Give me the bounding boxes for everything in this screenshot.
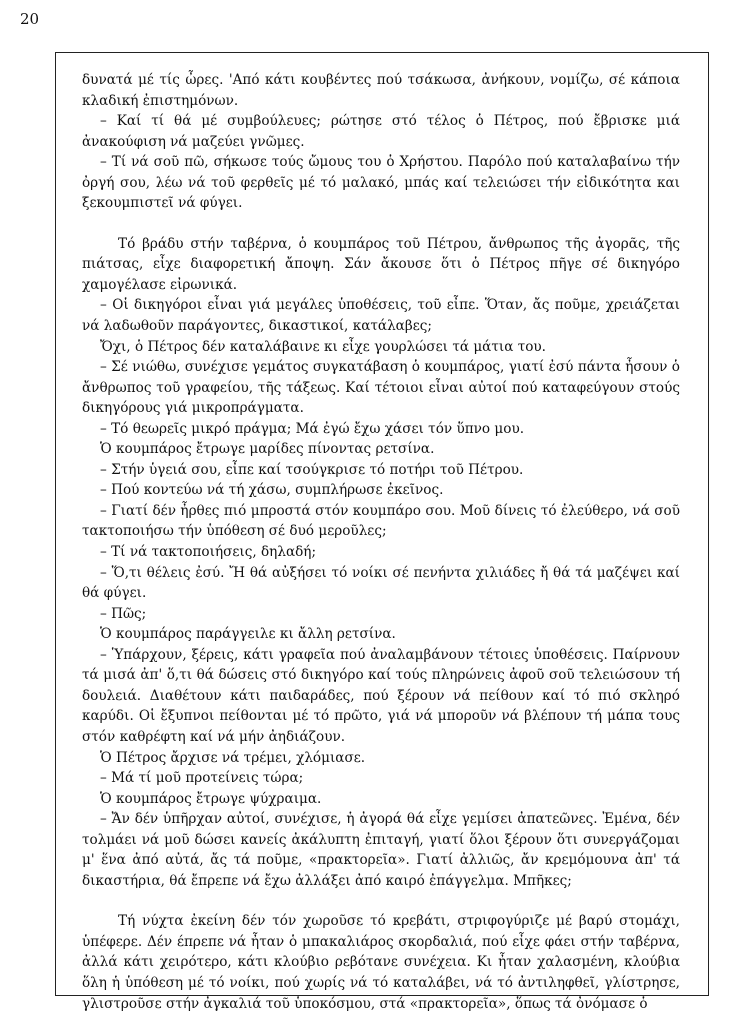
section-gap: [82, 891, 680, 911]
paragraph: – Μά τί μοῦ προτείνεις τώρα;: [100, 770, 304, 787]
paragraph: – Ὑπάρχουν, ξέρεις, κάτι γραφεῖα πού ἀναλαμβάνουν τέτοιες ὑποθέσεις. Παίρνουν τά μισά ἀπ' ὅ,τι θά δώσεις στό δικηγόρο καί τούς πληρώνεις ἀφοῦ σοῦ τελειώσουν τή δουλειά. Διαθέτουν κάτι παιδαράδες, πού ξέρουν νά πείθουν καί τό πιό σκληρό καρύδι. Οἱ ἔξυπνοι πείθονται μέ τό πρῶτο, γιά νά μποροῦν νά βλέπουν τή μάπα τους στόν καθρέφτη καί νά μήν ἀηδιάζουν.: [82, 646, 680, 745]
paragraph: δυνατά μέ τίς ὦρες. 'Από κάτι κουβέντες πού τσάκωσα, ἀνήκουν, νομίζω, σέ κάποια κλαδική ἐπιστημόνων.: [82, 72, 680, 109]
paragraph: – Τί νά τακτοποιήσεις, δηλαδή;: [100, 544, 317, 561]
paragraph: – Οἱ δικηγόροι εἶναι γιά μεγάλες ὑποθέσεις, τοῦ εἶπε. Ὅταν, ἄς ποῦμε, χρειάζεται νά λαδωθοῦν παράγοντες, δικαστικοί, κατάλαβες;: [82, 297, 680, 335]
text-body: [82, 70, 680, 1014]
paragraph: Τή νύχτα ἐκείνη δέν τόν χωροῦσε τό κρεβάτι, στριφογύριζε μέ βαρύ στομάχι, ὑπέφερε. Δέν έπρεπε νά ἦταν ὁ μπακαλιάρος σκορδαλιά, πού εἶχε φάει στήν ταβέρνα, ἀλλά κάτι χειρότερο, κάτι κλούβιο ρεβότανε συνέχεια. Κι ἦταν χαλασμένη, κλούβια ὅλη ἡ ὑπόθεση μέ τό νοίκι, πού χωρίς νά τό καταλάβει, νά τό ἀντιληφθεῖ, γλίστρησε, γλιστροῦσε στήν ἀγκαλιά τοῦ ὑποκόσμου, στά «πρακτορεῖα», ὅπως τά ὀνόμασε ὁ: [82, 913, 680, 1012]
paragraph: – Πού κοντεύω νά τή χάσω, συμπλήρωσε ἐκεῖνος.: [100, 482, 444, 499]
paragraph: Τό βράδυ στήν ταβέρνα, ὁ κουμπάρος τοῦ Πέτρου, ἄνθρωπος τῆς ἀγορᾶς, τῆς πιάτσας, εἶχε διαφορετική ἄποψη. Σάν ἄκουσε ὅτι ὁ Πέτρος πῆγε σέ δικηγόρο χαμογέλασε εἰρωνικά.: [82, 235, 680, 293]
section-gap: [82, 214, 680, 234]
paragraph: – Σέ νιώθω, συνέχισε γεμάτος συγκατάβαση ὁ κουμπάρος, γιατί ἐσύ πάντα ἦσουν ὁ ἄνθρωπος τοῦ γραφείου, τῆς τάξεως. Καί τέτοιοι εἶναι αὐτοί πού καταφεύγουν στούς δικηγόρους γιά μικροπράγματα.: [82, 359, 680, 417]
paragraph: Ὄχι, ὁ Πέτρος δέν καταλάβαινε κι εἶχε γουρλώσει τά μάτια του.: [100, 338, 546, 355]
paragraph: Ὁ κουμπάρος ἔτρωγε ψύχραιμα.: [100, 790, 322, 807]
paragraph: – Στήν ὑγειά σου, εἶπε καί τσούγκρισε τό ποτήρι τοῦ Πέτρου.: [100, 461, 524, 478]
page-number: 20: [20, 10, 40, 28]
paragraph: – Γιατί δέν ἦρθες πιό μπροστά στόν κουμπάρο σου. Μοῦ δίνεις τό ἐλεύθερο, νά σοῦ τακτοποιήσω τήν ὑπόθεση σέ δυό μεροῦλες;: [82, 502, 680, 540]
paragraph: Ὁ Πέτρος ἄρχισε νά τρέμει, χλόμιασε.: [100, 749, 366, 766]
paragraph: – Ἄν δέν ὑπῆρχαν αὐτοί, συνέχισε, ἡ ἀγορά θά εἶχε γεμίσει ἀπατεῶνες. Ἐμένα, δέν τολμάει νά μοῦ δώσει κανείς ἀκάλυπτη ἐπιταγή, γιατί ὅλοι ξέρουν ὅτι συνεργάζομαι μ' ἕνα ἀπό αὐτά, ἄς τά ποῦμε, «πρακτορεῖα». Γιατί ἀλλιῶς, ἄν κρεμόμουνα ἀπ' τά δικαστήρια, θά ἔπρεπε νά ἔχω ἀλλάξει ἀπό καιρό ἐπάγγελμα. Μπῆκες;: [82, 811, 680, 889]
paragraph: – Πῶς;: [100, 605, 147, 622]
paragraph: Ὁ κουμπάρος ἔτρωγε μαρίδες πίνοντας ρετσίνα.: [100, 441, 435, 458]
paragraph: – Τί νά σοῦ πῶ, σήκωσε τούς ὤμους του ὁ Χρήστου. Παρόλο πού καταλαβαίνω τήν ὀργή σου, λέω νά τοῦ φερθεῖς μέ τό μαλακό, μπάς καί τελειώσει τήν εἰδικότητα και ξεκουμπιστεῖ νά φύγει.: [82, 154, 680, 212]
paragraph: – Ὅ,τι θέλεις ἐσύ. Ἤ θά αὐξήσει τό νοίκι σέ πενήντα χιλιάδες ἤ θά τά μαζέψει καί θά φύγει.: [82, 564, 680, 602]
paragraph: Ὁ κουμπάρος παράγγειλε κι ἄλλη ρετσίνα.: [100, 626, 396, 643]
paragraph: – Τό θεωρεῖς μικρό πράγμα; Μά ἐγώ ἔχω χάσει τόν ὕπνο μου.: [100, 420, 525, 437]
paragraph: – Καί τί θά μέ συμβούλευες; ρώτησε στό τέλος ὁ Πέτρος, πού ἔβρισκε μιά ἀνακούφιση νά μαζεύει γνῶμες.: [82, 113, 680, 150]
